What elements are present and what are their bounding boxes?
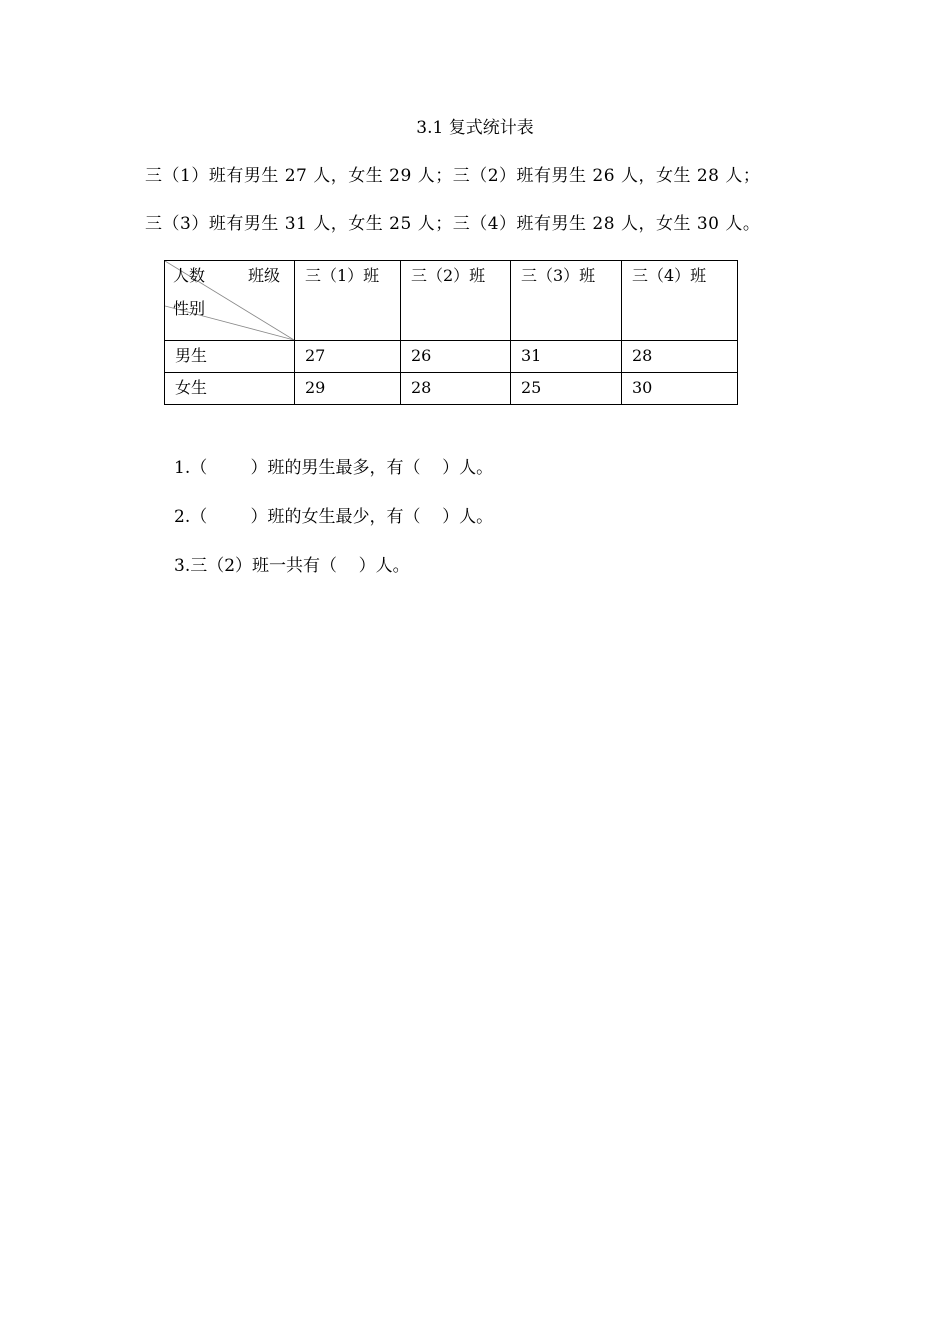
diagonal-header-cell <box>165 261 295 341</box>
row-label: 女生 <box>165 373 295 405</box>
question-1: 1.（ ）班的男生最多，有（ ）人。 <box>174 458 494 478</box>
corner-label-count: 人数 <box>173 266 206 285</box>
table-cell: 31 <box>511 341 622 373</box>
table-cell: 30 <box>622 373 738 405</box>
table-cell: 28 <box>622 341 738 373</box>
intro-line-1: 三（1）班有男生 27 人，女生 29 人；三（2）班有男生 26 人，女生 28 人； <box>145 166 761 186</box>
page-title: 3.1 复式统计表 <box>416 118 534 138</box>
corner-label-class: 班级 <box>247 266 280 285</box>
column-header: 三（4）班 <box>622 261 738 341</box>
table-cell: 29 <box>295 373 401 405</box>
table-row-girls <box>165 373 738 405</box>
table-cell: 25 <box>511 373 622 405</box>
column-header: 三（2）班 <box>401 261 511 341</box>
column-header: 三（1）班 <box>295 261 401 341</box>
table-header-row <box>165 261 738 341</box>
table-cell: 27 <box>295 341 401 373</box>
compound-statistics-table <box>164 260 738 405</box>
table-row-boys <box>165 341 738 373</box>
intro-line-2: 三（3）班有男生 31 人，女生 25 人；三（4）班有男生 28 人，女生 30 人。 <box>145 214 761 234</box>
corner-label-gender: 性别 <box>173 299 206 318</box>
row-label: 男生 <box>165 341 295 373</box>
question-3: 3.三（2）班一共有（ ）人。 <box>174 556 410 576</box>
column-header: 三（3）班 <box>511 261 622 341</box>
table-cell: 28 <box>401 373 511 405</box>
question-2: 2.（ ）班的女生最少，有（ ）人。 <box>174 507 494 527</box>
table-cell: 26 <box>401 341 511 373</box>
